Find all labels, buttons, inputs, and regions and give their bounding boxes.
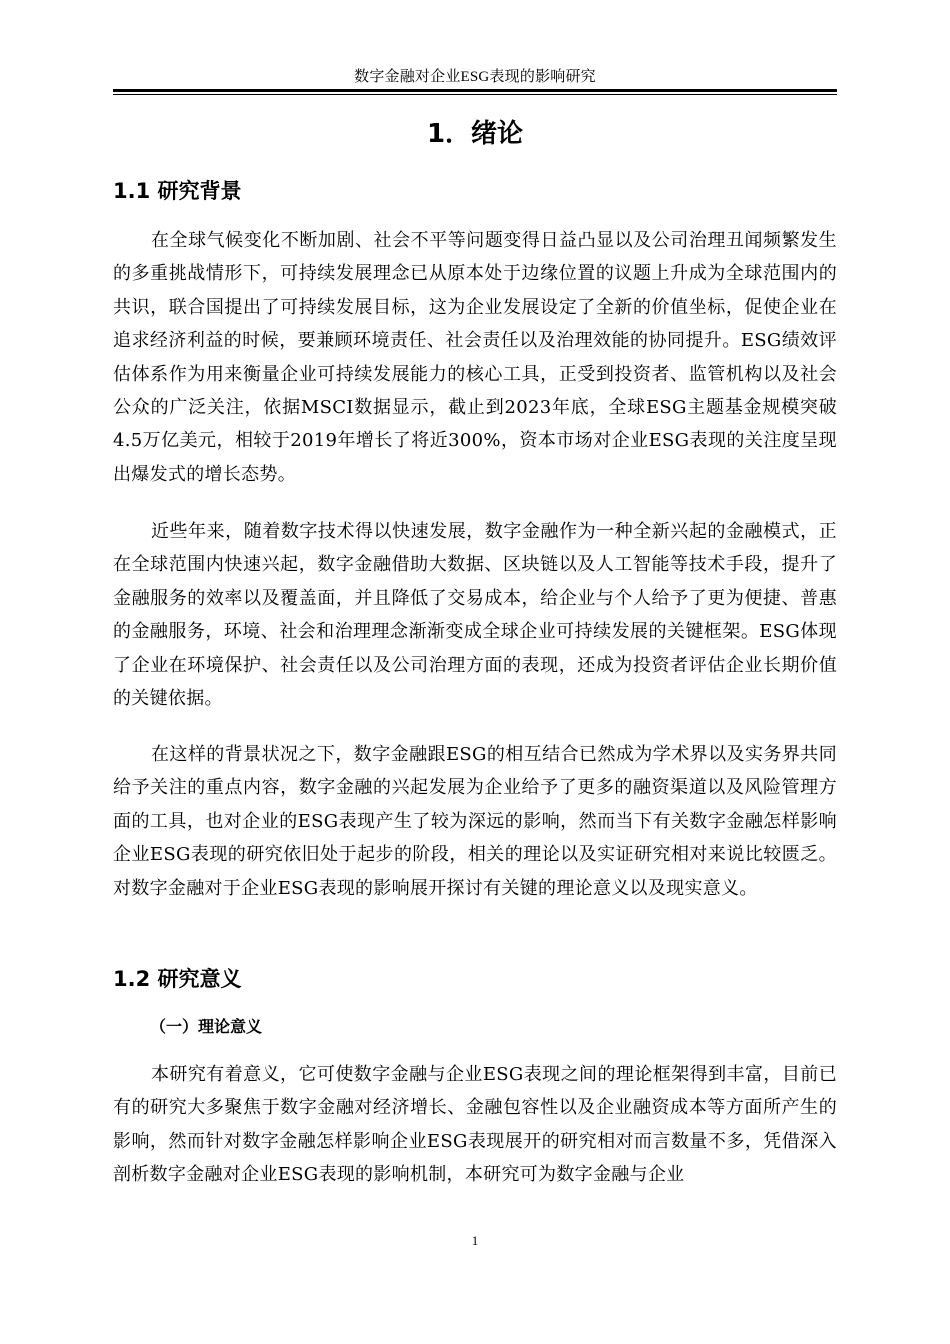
page-number: 1 — [471, 1233, 479, 1248]
header-rule-thin — [113, 94, 837, 95]
section-title-background: 1.1 研究背景 — [113, 179, 242, 203]
paragraph-background-2: 近些年来，随着数字技术得以快速发展，数字金融作为一种全新兴起的金融模式，正在全球范围内快速兴起，数字金融借助大数据、区块链以及人工智能等技术手段，提升了金融服务的效率以及覆盖面，并且降低了交易成本，给企业与个人给予了更为便捷、普惠的金融服务，环境、社会和治理理念渐渐变成全球企业可持续发展的关键框架。ESG体现了企业在环境保护、社会责任以及公司治理方面的表现，还成为投资者评估企业长期价值的关键依据。 — [113, 521, 837, 710]
section-title-significance: 1.2 研究意义 — [113, 967, 242, 991]
subsection-title-theoretical: （一）理论意义 — [150, 1017, 263, 1036]
paragraph-theoretical-1: 本研究有着意义，它可使数字金融与企业ESG表现之间的理论框架得到丰富，目前已有的研究大多聚焦于数字金融对经济增长、金融包容性以及企业融资成本等方面所产生的影响，然而针对数字金融怎样影响企业ESG表现展开的研究相对而言数量不多，凭借深入剖析数字金融对企业ESG表现的影响机制，本研究可为数字金融与企业 — [113, 1064, 837, 1186]
running-header: 数字金融对企业ESG表现的影响研究 — [354, 69, 596, 85]
paragraph-background-3: 在这样的背景状况之下，数字金融跟ESG的相互结合已然成为学术界以及实务界共同给予关注的重点内容，数字金融的兴起发展为企业给予了更多的融资渠道以及风险管理方面的工具，也对企业的ESG表现产生了较为深远的影响，然而当下有关数字金融怎样影响企业ESG表现的研究依旧处于起步的阶段，相关的理论以及实证研究相对来说比较匮乏。对数字金融对于企业ESG表现的影响展开探讨有关键的理论意义以及现实意义。 — [113, 744, 837, 899]
chapter-title: 1．绪论 — [426, 119, 524, 149]
header-rule-thick — [113, 89, 837, 92]
paragraph-background-1: 在全球气候变化不断加剧、社会不平等问题变得日益凸显以及公司治理丑闻频繁发生的多重挑战情形下，可持续发展理念已从原本处于边缘位置的议题上升成为全球范围内的共识，联合国提出了可持续发展目标，这为企业发展设定了全新的价值坐标，促使企业在追求经济利益的时候，要兼顾环境责任、社会责任以及治理效能的协同提升。ESG绩效评估体系作为用来衡量企业可持续发展能力的核心工具，正受到投资者、监管机构以及社会公众的广泛关注，依据MSCI数据显示，截止到2023年底，全球ESG主题基金规模突破4.5万亿美元，相较于2019年增长了将近300%，资本市场对企业ESG表现的关注度呈现出爆发式的增长态势。 — [113, 230, 837, 485]
